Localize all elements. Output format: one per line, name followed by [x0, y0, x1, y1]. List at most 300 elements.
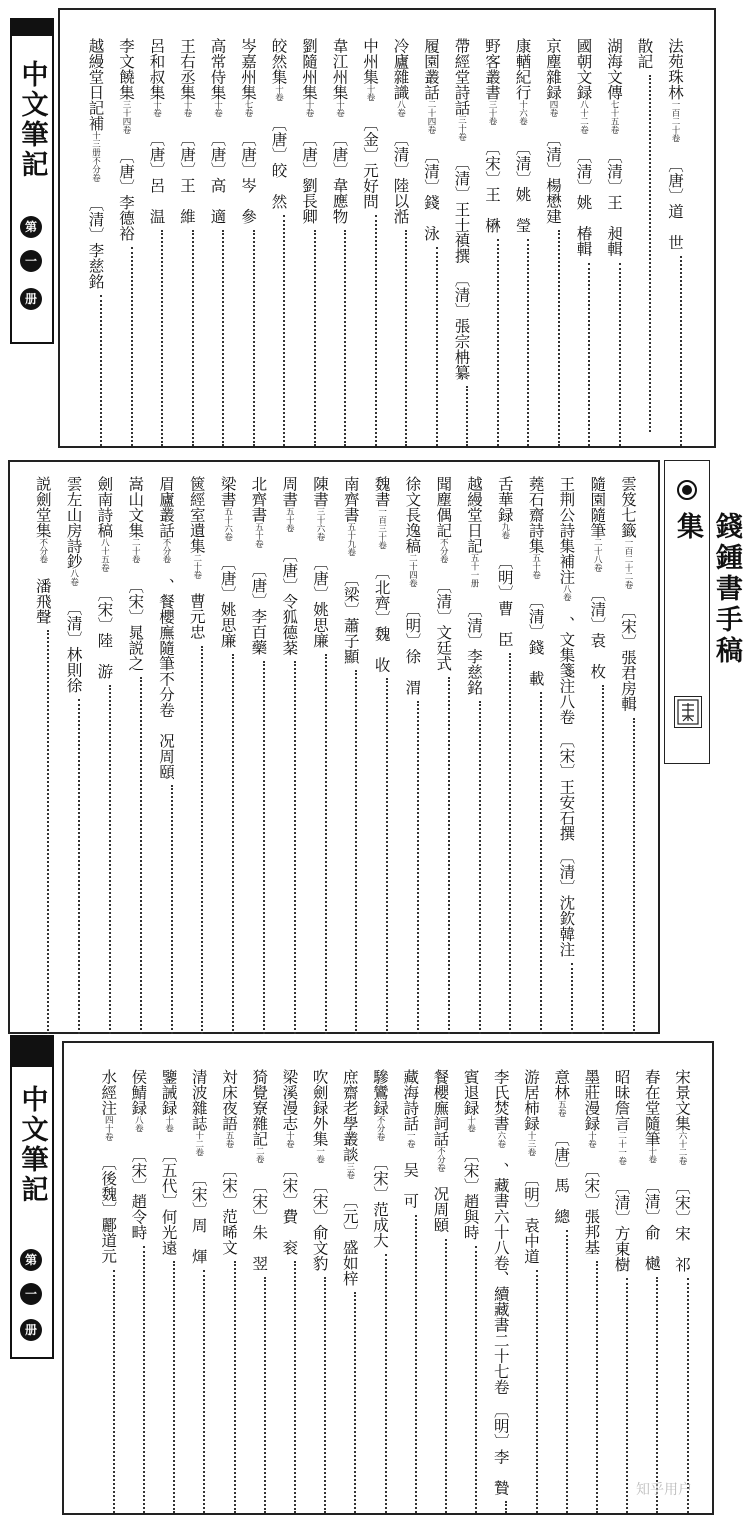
- catalog-entry: [587, 476, 607, 1026]
- entry-author: 潘飛聲: [33, 577, 52, 624]
- entry-title: 高常侍集: [208, 38, 227, 100]
- entry-author: 、餐櫻廡隨筆不分卷 况周頤: [157, 577, 175, 779]
- catalog-entry: [461, 1069, 481, 1505]
- entry-title: 清波雜誌: [189, 1069, 208, 1131]
- dot-leader: [503, 1501, 507, 1513]
- entry-title: 履園叢話: [422, 38, 440, 100]
- catalog-entry: [147, 38, 167, 438]
- catalog-entry: [177, 38, 197, 438]
- entry-author: 〔五代〕何光遠: [159, 1146, 178, 1255]
- dot-leader: [169, 785, 173, 1034]
- entry-volume-note: 七十五卷: [609, 100, 619, 134]
- catalog-entry: [421, 38, 441, 438]
- entry-volume-note: 一卷: [314, 1146, 325, 1164]
- entry-title: 國朝文録: [574, 38, 593, 100]
- entry-author: 〔宋〕王 楙: [483, 139, 501, 233]
- entry-author: 〔唐〕令狐德棻: [280, 546, 299, 655]
- entry-author: 〔清〕林則徐: [64, 600, 83, 693]
- catalog-entry: [581, 1069, 601, 1505]
- catalog-entry: [370, 1069, 390, 1505]
- entry-author: 〔明〕袁中道: [522, 1170, 540, 1264]
- catalog-entry: [482, 38, 502, 438]
- catalog-entry: [635, 38, 655, 438]
- entry-volume-note: 十二卷: [193, 1131, 204, 1157]
- entry-volume-note: 十卷: [273, 84, 284, 102]
- dot-leader: [292, 661, 296, 1034]
- entry-volume-note: 十卷: [646, 1146, 657, 1164]
- entry-volume-note: 八十五卷: [99, 538, 110, 572]
- entry-author: 〔宋〕晁説之: [126, 577, 145, 671]
- entry-title: 京塵雜録: [544, 38, 562, 100]
- volume-badge-number: 一: [20, 250, 42, 272]
- entry-title: 帶經堂詩話: [452, 38, 471, 116]
- entry-author: 曹元忠: [187, 593, 206, 640]
- dot-leader: [342, 230, 346, 446]
- entry-author: 〔清〕錢 泳: [422, 148, 440, 241]
- entry-title: 劉隨州集: [300, 38, 318, 100]
- entry-title: 墨莊漫録: [582, 1069, 601, 1131]
- dot-leader: [171, 1261, 175, 1513]
- entry-author: 〔唐〕韋應物: [330, 131, 349, 224]
- dot-leader: [111, 1270, 115, 1514]
- entry-author: 〔宋〕俞文豹: [310, 1177, 329, 1271]
- entry-author: 〔清〕楊懋建: [544, 131, 562, 224]
- entry-author: 〔唐〕馬 總: [552, 1131, 571, 1224]
- catalog-entry: [208, 38, 228, 438]
- entry-author: 〔唐〕高 適: [208, 131, 227, 224]
- dot-leader: [495, 239, 499, 447]
- volume-badge-number-2: 一: [20, 1283, 42, 1305]
- entry-volume-note: 一百二十卷: [670, 100, 680, 143]
- entry-title: 眉廬叢話: [157, 476, 175, 538]
- catalog-entry: [464, 476, 484, 1026]
- entry-volume-note: 一卷: [405, 1131, 416, 1148]
- entry-volume-note: 不分卷: [375, 1115, 385, 1141]
- entry-author: 〔唐〕姚思廉: [311, 555, 329, 648]
- catalog-entry: [128, 1069, 148, 1505]
- entry-author: 〔清〕俞 樾: [642, 1177, 661, 1271]
- entry-title: 游居柿録: [522, 1069, 540, 1131]
- entry-volume-note: 五十卷: [253, 522, 264, 548]
- entry-volume-note: 二十一卷: [616, 1131, 627, 1165]
- entry-title: 聞塵偶記: [434, 476, 453, 538]
- volume-badge-unit-2: 册: [20, 1319, 42, 1341]
- entry-author: 〔清〕錢 載: [526, 593, 545, 686]
- catalog-entry: [98, 1069, 118, 1505]
- entry-author: 〔唐〕道 世: [666, 156, 684, 250]
- dot-leader: [434, 247, 438, 446]
- entry-title: 藏海詩話: [401, 1069, 420, 1131]
- entry-author: 〔宋〕朱 翌: [250, 1177, 269, 1271]
- entry-author: 况周頤: [431, 1186, 450, 1233]
- entry-author: 〔宋〕張邦基: [582, 1162, 601, 1255]
- entry-volume-note: 十卷: [151, 100, 162, 117]
- entry-author: 、藏書六十八卷、續藏書二十七卷 〔明〕李 贄: [491, 1162, 510, 1496]
- entry-author: 〔清〕李慈銘: [465, 601, 483, 695]
- entry-title: 驂鸞録: [371, 1069, 389, 1116]
- dot-leader: [564, 1230, 568, 1513]
- dot-leader: [384, 678, 388, 1034]
- entry-title: 宋景文集: [673, 1069, 691, 1131]
- dot-leader: [98, 295, 102, 446]
- volume-badge-prefix: 第: [20, 216, 42, 238]
- entry-volume-note: 七卷: [243, 100, 253, 117]
- banner-bar: [12, 20, 52, 36]
- entry-title: 嵩山文集: [126, 476, 145, 538]
- entry-title: 梁溪漫志: [280, 1069, 299, 1131]
- catalog-entry: [672, 1069, 692, 1505]
- dot-leader: [525, 239, 529, 447]
- catalog-entry: [521, 1069, 541, 1505]
- catalog-entry: [330, 38, 350, 438]
- dot-leader: [251, 230, 255, 446]
- entry-title: 岑嘉州集: [239, 38, 257, 100]
- entry-title: 散記: [635, 38, 654, 69]
- dot-leader: [678, 256, 682, 447]
- entry-title: 猗覺寮雜記: [250, 1069, 269, 1147]
- dot-leader: [141, 1246, 145, 1514]
- entry-title: 王荆公詩集補注: [557, 476, 576, 585]
- entry-author: 〔唐〕姚思廉: [218, 555, 237, 648]
- entry-volume-note: 十卷: [163, 1115, 174, 1133]
- entry-volume-note: 十三卷: [526, 1131, 536, 1157]
- catalog-entry: [94, 476, 114, 1026]
- entry-author: 〔清〕姚 瑩: [513, 139, 532, 233]
- entry-volume-note: 八卷: [133, 1115, 144, 1133]
- dot-leader: [107, 685, 111, 1034]
- entry-volume-note: 不分卷: [37, 538, 48, 564]
- volume-badge-prefix-2: 第: [20, 1249, 42, 1271]
- dot-leader: [159, 230, 163, 446]
- entry-volume-note: 三十卷: [456, 115, 467, 141]
- entry-title: 越縵堂日記: [465, 476, 483, 554]
- entry-volume-note: 十卷: [365, 84, 375, 102]
- catalog-entry: [391, 38, 411, 438]
- entry-volume-note: 三十六卷: [315, 507, 325, 541]
- entry-author: 〔清〕王 昶輯: [605, 148, 623, 257]
- catalog-entry: [64, 476, 84, 1026]
- entry-title: 陳書: [311, 476, 329, 507]
- entry-title: 劍南詩稿: [95, 476, 114, 538]
- seal-icon: [675, 697, 701, 727]
- entry-title: 皎然集: [269, 38, 288, 85]
- catalog-entry: [116, 38, 136, 438]
- entry-title: 南齊書: [341, 476, 360, 523]
- entry-author: 〔唐〕李百藥: [249, 562, 268, 655]
- dot-leader: [322, 1277, 326, 1514]
- dot-leader: [464, 386, 468, 446]
- catalog-entry: [218, 476, 238, 1026]
- dot-leader: [281, 215, 285, 447]
- catalog-entry: [159, 1069, 179, 1505]
- entry-volume-note: 一百三十卷: [376, 507, 387, 550]
- dot-leader: [352, 1292, 356, 1513]
- entry-title: 篋經室遺集: [187, 476, 206, 554]
- catalog-entry: [372, 476, 392, 1026]
- entry-volume-note: 五卷: [556, 1100, 567, 1117]
- seal-stamp: [674, 696, 702, 728]
- entry-author: 〔清〕王士禛撰 〔清〕張宗柟纂: [452, 155, 471, 380]
- entry-volume-note: 五十六卷: [222, 507, 233, 541]
- entry-volume-note: 十卷: [586, 1131, 597, 1148]
- entry-volume-note: 十卷: [212, 100, 223, 117]
- entry-volume-note: 十卷: [465, 1115, 476, 1133]
- entry-title: 冷廬雜識: [391, 38, 410, 100]
- dot-leader: [230, 654, 234, 1034]
- entry-volume-note: 不分卷: [435, 1146, 446, 1172]
- banner-title-2: [12, 1085, 52, 1235]
- dot-leader: [201, 1270, 205, 1514]
- catalog-entry: [238, 38, 258, 438]
- entry-title: 庶齋老學叢談: [340, 1069, 359, 1162]
- entry-author: 〔清〕李慈銘: [86, 196, 105, 289]
- entry-title: 呂和叔集: [147, 38, 166, 100]
- entry-title: 北齊書: [249, 476, 268, 523]
- entry-volume-note: 不分卷: [438, 538, 449, 564]
- entry-volume-note: 二十四卷: [407, 553, 418, 588]
- entry-title: 餐櫻廡詞話: [431, 1069, 450, 1147]
- watermark: 知乎用户: [636, 1482, 692, 1498]
- dot-leader: [569, 963, 573, 1035]
- catalog-entry: [310, 476, 330, 1026]
- dot-leader: [654, 1277, 658, 1514]
- entry-volume-note: 四卷: [548, 100, 558, 117]
- entry-volume-note: 二十四卷: [426, 100, 436, 134]
- entry-author: 〔唐〕皎 然: [269, 115, 288, 209]
- entry-title: 魏書: [372, 476, 391, 507]
- entry-author: 〔宋〕陸 游: [95, 586, 114, 679]
- entry-title: 李氏焚書: [491, 1069, 510, 1131]
- catalog-entry: [665, 38, 685, 438]
- catalog-entry: [430, 1069, 450, 1505]
- entry-title: 水經注: [99, 1069, 118, 1116]
- page-bot: [0, 1035, 720, 1509]
- entry-author: 〔清〕文廷式: [434, 577, 453, 671]
- entry-title: 雲笈七籤: [619, 476, 637, 538]
- volume-banner: [10, 18, 54, 344]
- entry-title: 侯鯖録: [129, 1069, 148, 1116]
- entry-volume-note: 十卷: [304, 100, 314, 117]
- dot-leader: [600, 685, 604, 1034]
- entry-author: 〔梁〕蕭子顯: [341, 570, 360, 664]
- entry-author: 〔元〕盛如梓: [340, 1193, 359, 1286]
- catalog-entry: [360, 38, 380, 438]
- dot-leader: [617, 263, 621, 447]
- dot-leader: [443, 1239, 447, 1514]
- dot-leader: [473, 1246, 477, 1514]
- entry-author: 〔宋〕趙令畤: [129, 1146, 148, 1240]
- catalog-entry: [495, 476, 515, 1026]
- catalog-entry: [543, 38, 563, 438]
- entry-volume-note: 三卷: [344, 1162, 355, 1179]
- dot-leader: [383, 1254, 387, 1513]
- entry-title: 春在堂隨筆: [642, 1069, 661, 1147]
- entry-author: 〔唐〕劉長卿: [300, 131, 318, 224]
- entry-author: 〔明〕徐 渭: [403, 601, 422, 695]
- entry-author: 〔金〕元好問: [361, 115, 379, 209]
- entry-author: 吴 可: [401, 1162, 420, 1209]
- entry-author: 〔宋〕范成大: [371, 1155, 389, 1248]
- dot-leader: [261, 661, 265, 1034]
- entry-title: 梁書: [218, 476, 237, 507]
- entry-volume-note: 五卷: [224, 1131, 234, 1148]
- dot-leader: [232, 1261, 236, 1513]
- entry-title: 野客叢書: [483, 38, 501, 100]
- entry-author: 〔清〕陸以湉: [391, 131, 410, 224]
- entry-title: 周書: [280, 476, 299, 507]
- catalog-entry: [269, 38, 289, 438]
- page-top: [0, 0, 720, 450]
- dot-leader: [556, 230, 560, 446]
- dot-leader: [138, 677, 142, 1035]
- catalog-entry: [551, 1069, 571, 1505]
- entry-author: 〔清〕袁 枚: [588, 586, 607, 679]
- catalog-entry: [219, 1069, 239, 1505]
- entry-volume-note: 十六卷: [517, 100, 528, 126]
- dot-leader: [190, 230, 194, 446]
- entry-title: 吹劍録外集: [310, 1069, 329, 1147]
- entry-volume-note: 二十卷: [130, 538, 141, 564]
- catalog-entry: [189, 1069, 209, 1505]
- catalog-entry: [310, 1069, 330, 1505]
- entry-volume-note: 三十卷: [487, 100, 497, 126]
- catalog-entry: [574, 38, 594, 438]
- entry-author: 〔唐〕呂 温: [147, 131, 166, 224]
- dot-leader: [129, 247, 133, 446]
- entry-volume-note: 一百二十二卷: [623, 538, 633, 589]
- catalog-entry: [187, 476, 207, 1026]
- dot-leader: [631, 718, 635, 1035]
- entry-volume-note: 十卷: [284, 1131, 295, 1148]
- dot-leader: [594, 1261, 598, 1513]
- entry-volume-note: 十卷: [334, 100, 345, 117]
- dot-leader: [403, 230, 407, 446]
- dot-leader: [45, 630, 49, 1034]
- entry-volume-note: 五十一册: [469, 553, 479, 588]
- entry-volume-note: 八卷: [395, 100, 406, 117]
- entry-volume-note: 八卷: [561, 584, 572, 602]
- catalog-entry: [156, 476, 176, 1026]
- dot-leader: [685, 1278, 689, 1513]
- dot-leader: [647, 75, 651, 432]
- entry-title: 説劍堂集: [33, 476, 52, 538]
- dot-leader: [353, 670, 357, 1035]
- entry-author: 、文集箋注八卷 〔宋〕王安石撰 〔清〕沈欽韓注: [557, 615, 576, 957]
- catalog-entry: [604, 38, 624, 438]
- entry-title: 舌華録: [495, 476, 514, 523]
- dot-leader: [312, 230, 316, 446]
- entry-author: 〔唐〕李德裕: [117, 148, 135, 241]
- dot-leader: [262, 1277, 266, 1514]
- entry-volume-note: 九卷: [499, 522, 510, 540]
- dot-leader: [199, 646, 203, 1035]
- entry-title: 隨園隨筆: [588, 476, 607, 538]
- entry-volume-note: 四十卷: [103, 1115, 114, 1141]
- catalog-entry: [526, 476, 546, 1026]
- dot-leader: [413, 1215, 417, 1514]
- entry-volume-note: 不分卷: [161, 538, 171, 564]
- volume-badge-unit: 册: [20, 288, 42, 310]
- entry-volume-note: 八十二卷: [578, 100, 589, 134]
- catalog-entry: [341, 476, 361, 1026]
- dot-leader: [477, 701, 481, 1035]
- entry-volume-note: 六卷: [495, 1131, 506, 1148]
- catalog-entry: [340, 1069, 360, 1505]
- catalog-entry: [402, 476, 422, 1026]
- catalog-entry: [400, 1069, 420, 1505]
- entry-author: 〔唐〕岑 參: [239, 131, 257, 224]
- entry-title: 湖海文傳: [605, 38, 623, 100]
- entry-title: 王右丞集: [178, 38, 196, 100]
- entry-volume-note: 十三册不分卷: [90, 131, 101, 182]
- banner-title-text-2: 中文筆記: [16, 1085, 48, 1205]
- catalog-entry: [33, 476, 53, 1026]
- catalog-entry: [491, 1069, 511, 1505]
- entry-title: 徐文長逸稿: [403, 476, 422, 554]
- catalog-entry: [248, 476, 268, 1026]
- entry-author: 〔明〕曹 臣: [495, 553, 514, 647]
- catalog-entry: [452, 38, 472, 438]
- entry-volume-note: 二卷: [254, 1146, 265, 1164]
- title-bullet-icon: [677, 480, 697, 500]
- dot-leader: [624, 1278, 628, 1513]
- entry-author: 〔宋〕張君房輯: [619, 603, 637, 712]
- entry-volume-note: 二十八卷: [592, 538, 603, 572]
- catalog-entry: [612, 1069, 632, 1505]
- entry-author: 〔宋〕范晞文: [220, 1162, 238, 1255]
- entry-volume-note: 五十卷: [530, 553, 541, 579]
- banner-title: [12, 60, 52, 210]
- dot-leader: [415, 701, 419, 1035]
- entry-volume-note: 五十九卷: [345, 522, 356, 557]
- entry-volume-note: 十卷: [182, 100, 192, 117]
- entry-title: 鑒誡録: [159, 1069, 178, 1116]
- dot-leader: [534, 1270, 538, 1514]
- catalog-entry: [513, 38, 533, 438]
- dot-leader: [292, 1261, 296, 1513]
- banner-title-text: 中文筆記: [16, 60, 48, 180]
- catalog-entry: [86, 38, 106, 438]
- catalog-entry: [279, 1069, 299, 1505]
- entry-author: 〔唐〕王 維: [178, 131, 196, 224]
- catalog-entry: [125, 476, 145, 1026]
- entry-author: 〔宋〕趙與時: [461, 1146, 480, 1240]
- catalog-entry: [642, 1069, 662, 1505]
- entry-title: 蕘石齋詩集: [526, 476, 545, 554]
- entry-title: 韋江州集: [330, 38, 349, 100]
- catalog-entry: [299, 38, 319, 438]
- entry-title: 雲左山房詩鈔: [64, 476, 83, 569]
- entry-title: 越縵堂日記補: [86, 38, 105, 131]
- catalog-entry: [618, 476, 638, 1026]
- entry-author: 〔宋〕周 煇: [189, 1170, 208, 1264]
- dot-leader: [373, 215, 377, 447]
- entry-volume-note: 六十二卷: [677, 1131, 687, 1165]
- entry-title: 中州集: [361, 38, 379, 85]
- entry-author: 〔宋〕費 衮: [280, 1162, 299, 1255]
- entry-author: 〔清〕姚 椿輯: [574, 148, 593, 257]
- entry-author: 〔宋〕宋 祁: [673, 1179, 691, 1272]
- entry-volume-note: 二十卷: [191, 553, 202, 579]
- entry-title: 意林: [552, 1069, 571, 1100]
- entry-author: 〔後魏〕酈道元: [99, 1155, 118, 1264]
- entry-title: 昭昧詹言: [612, 1069, 631, 1131]
- dot-leader: [507, 653, 511, 1035]
- catalog-entry: [249, 1069, 269, 1505]
- dot-leader: [323, 654, 327, 1034]
- dot-leader: [446, 677, 450, 1035]
- entry-title: 李文饒集: [117, 38, 135, 100]
